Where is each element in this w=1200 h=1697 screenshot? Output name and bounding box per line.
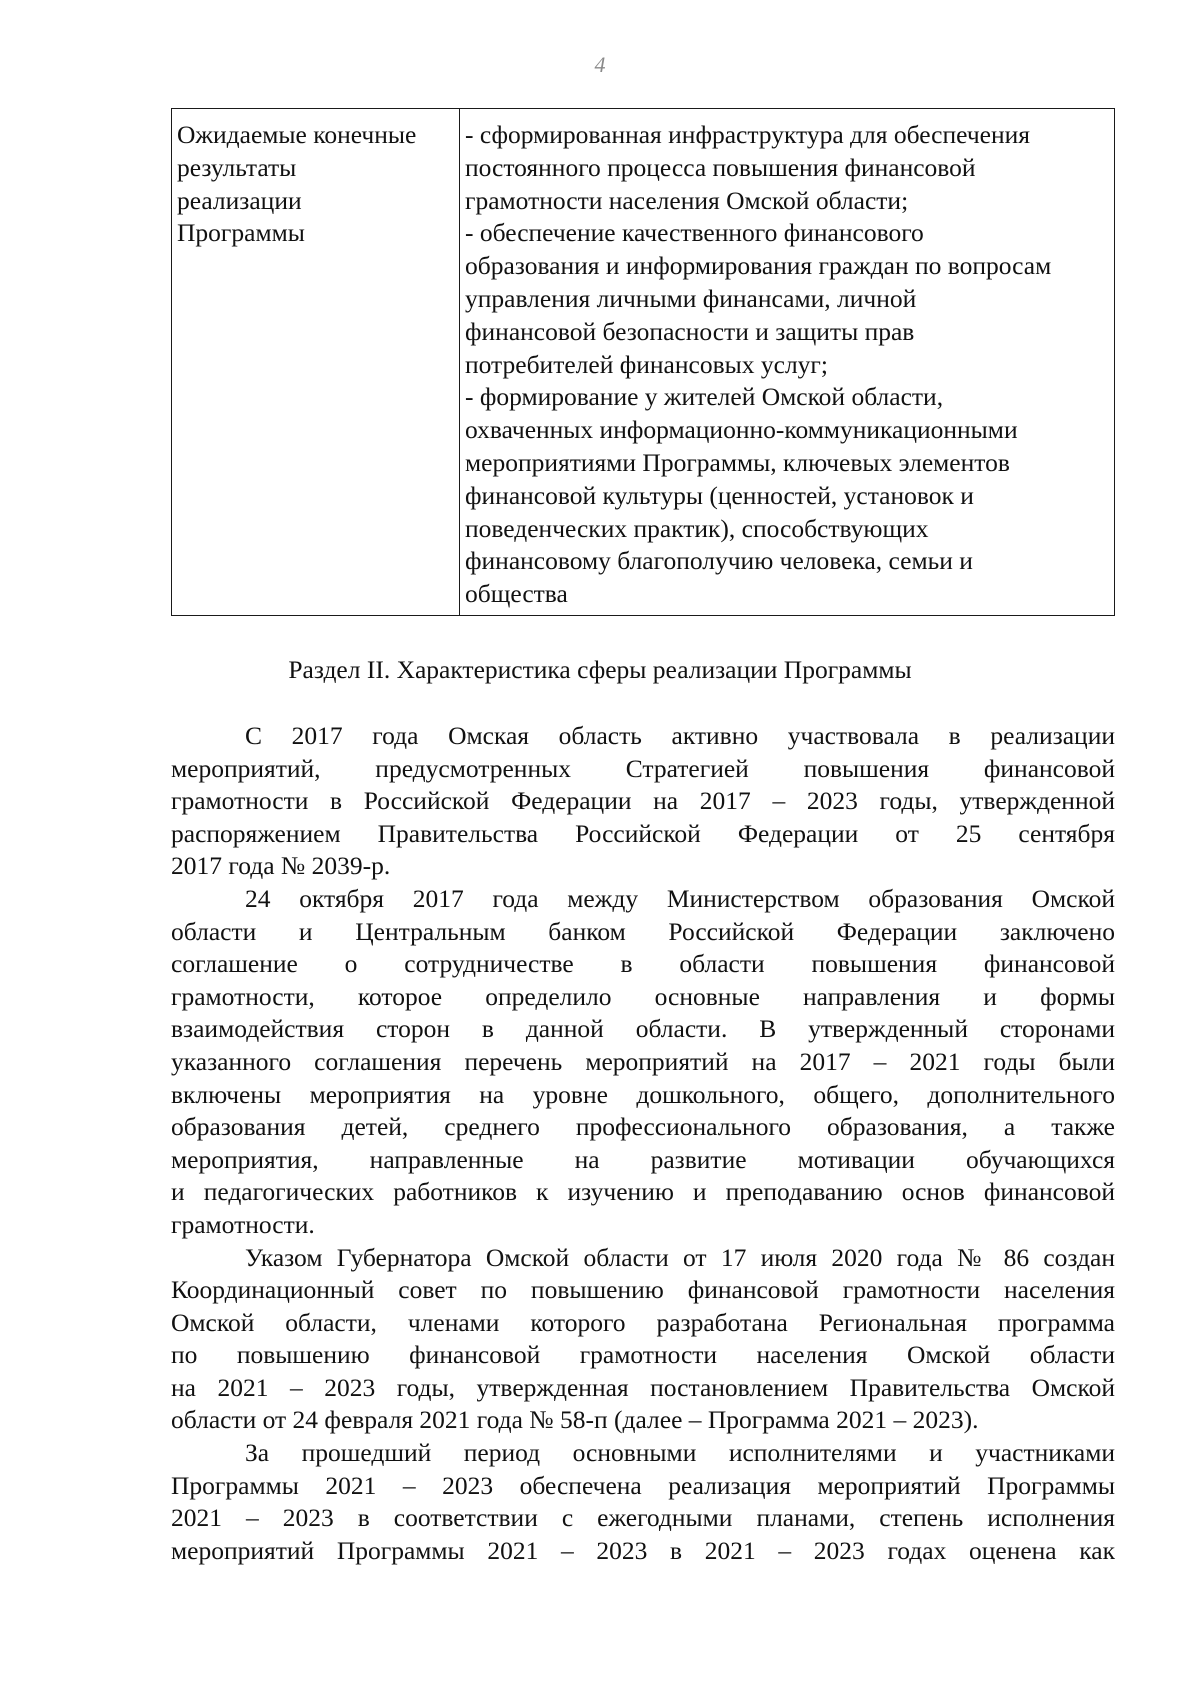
- text-line: соглашение о сотрудничестве в области повышения финансовой: [171, 949, 1115, 979]
- page-number: 4: [594, 52, 606, 77]
- text-line: мероприятия, направленные на развитие мотивации обучающихся: [171, 1144, 1115, 1174]
- text-line: Указом Губернатора Омской области от 17 июля 2020 года № 86 создан: [245, 1242, 1115, 1272]
- text-line: 2021 – 2023 в соответствии с ежегодными планами, степень исполнения: [171, 1503, 1115, 1533]
- value-line: - формирование у жителей Омской области,: [465, 382, 944, 412]
- passport-label-cell: [172, 109, 460, 616]
- value-line: финансовой безопасности и защиты прав: [465, 316, 915, 346]
- value-line: управления личными финансами, личной: [465, 283, 917, 313]
- value-line: - обеспечение качественного финансового: [465, 218, 924, 248]
- text-line: 24 октября 2017 года между Министерством образования Омской: [245, 883, 1115, 913]
- text-line: мероприятий Программы 2021 – 2023 в 2021 – 2023 годах оценена как: [171, 1535, 1115, 1565]
- text-line: области и Центральным банком Российской Федерации заключено: [171, 916, 1115, 946]
- label-line: результаты: [177, 152, 297, 182]
- text-line: грамотности.: [171, 1209, 315, 1239]
- value-line: постоянного процесса повышения финансовой: [465, 152, 976, 182]
- text-line: Программы 2021 – 2023 обеспечена реализация мероприятий Программы: [171, 1470, 1115, 1500]
- value-line: потребителей финансовых услуг;: [465, 349, 828, 379]
- text-line: грамотности в Российской Федерации на 2017 – 2023 годы, утвержденной: [171, 786, 1115, 816]
- program-passport-table: [171, 108, 1115, 616]
- label-line: Программы: [177, 218, 305, 248]
- value-line: финансовой культуры (ценностей, установок и: [465, 480, 974, 510]
- value-line: поведенческих практик), способствующих: [465, 513, 929, 543]
- text-line: по повышению финансовой грамотности населения Омской области: [171, 1340, 1115, 1370]
- value-line: финансовому благополучию человека, семьи и: [465, 546, 973, 576]
- text-line: распоряжением Правительства Российской Федерации от 25 сентября: [171, 818, 1115, 848]
- paragraph: [171, 883, 1115, 1242]
- value-line: общества: [465, 579, 568, 609]
- value-line: мероприятиями Программы, ключевых элементов: [465, 447, 1010, 477]
- label-line: реализации: [177, 185, 302, 215]
- text-line: и педагогических работников к изучению и преподаванию основ финансовой: [171, 1177, 1115, 1207]
- text-line: области от 24 февраля 2021 года № 58-п (далее – Программа 2021 – 2023).: [171, 1405, 979, 1435]
- body-text: [171, 720, 1115, 1567]
- text-line: За прошедший период основными исполнителями и участниками: [245, 1438, 1115, 1468]
- text-line: Омской области, членами которого разработана Региональная программа: [171, 1307, 1115, 1337]
- text-line: на 2021 – 2023 годы, утвержденная постановлением Правительства Омской: [171, 1372, 1115, 1402]
- text-line: 2017 года № 2039-р.: [171, 851, 391, 881]
- text-line: образования детей, среднего профессионального образования, а также: [171, 1112, 1115, 1142]
- label-line: Ожидаемые конечные: [177, 120, 417, 149]
- paragraph: [171, 1242, 1115, 1438]
- text-line: грамотности, которое определило основные направления и формы: [171, 981, 1115, 1011]
- text-line: указанного соглашения перечень мероприятий на 2017 – 2021 годы были: [171, 1046, 1115, 1076]
- value-line: грамотности населения Омской области;: [465, 185, 909, 215]
- value-line: образования и информирования граждан по вопросам: [465, 251, 1052, 281]
- paragraph: [171, 1437, 1115, 1567]
- paragraph: [171, 720, 1115, 883]
- section-title: Раздел II. Характеристика сферы реализации Программы: [288, 655, 912, 684]
- text-line: С 2017 года Омская область активно участвовала в реализации: [245, 721, 1115, 750]
- text-line: включены мероприятия на уровне дошкольного, общего, дополнительного: [171, 1079, 1115, 1109]
- table-row: [172, 109, 1115, 616]
- value-line: - сформированная инфраструктура для обеспечения: [465, 120, 1030, 149]
- value-line: охваченных информационно-коммуникационными: [465, 415, 1018, 445]
- text-line: Координационный совет по повышению финансовой грамотности населения: [171, 1275, 1115, 1305]
- text-line: мероприятий, предусмотренных Стратегией повышения финансовой: [171, 753, 1115, 783]
- text-line: взаимодействия сторон в данной области. В утвержденный сторонами: [171, 1014, 1115, 1044]
- passport-value-cell: [460, 109, 1115, 616]
